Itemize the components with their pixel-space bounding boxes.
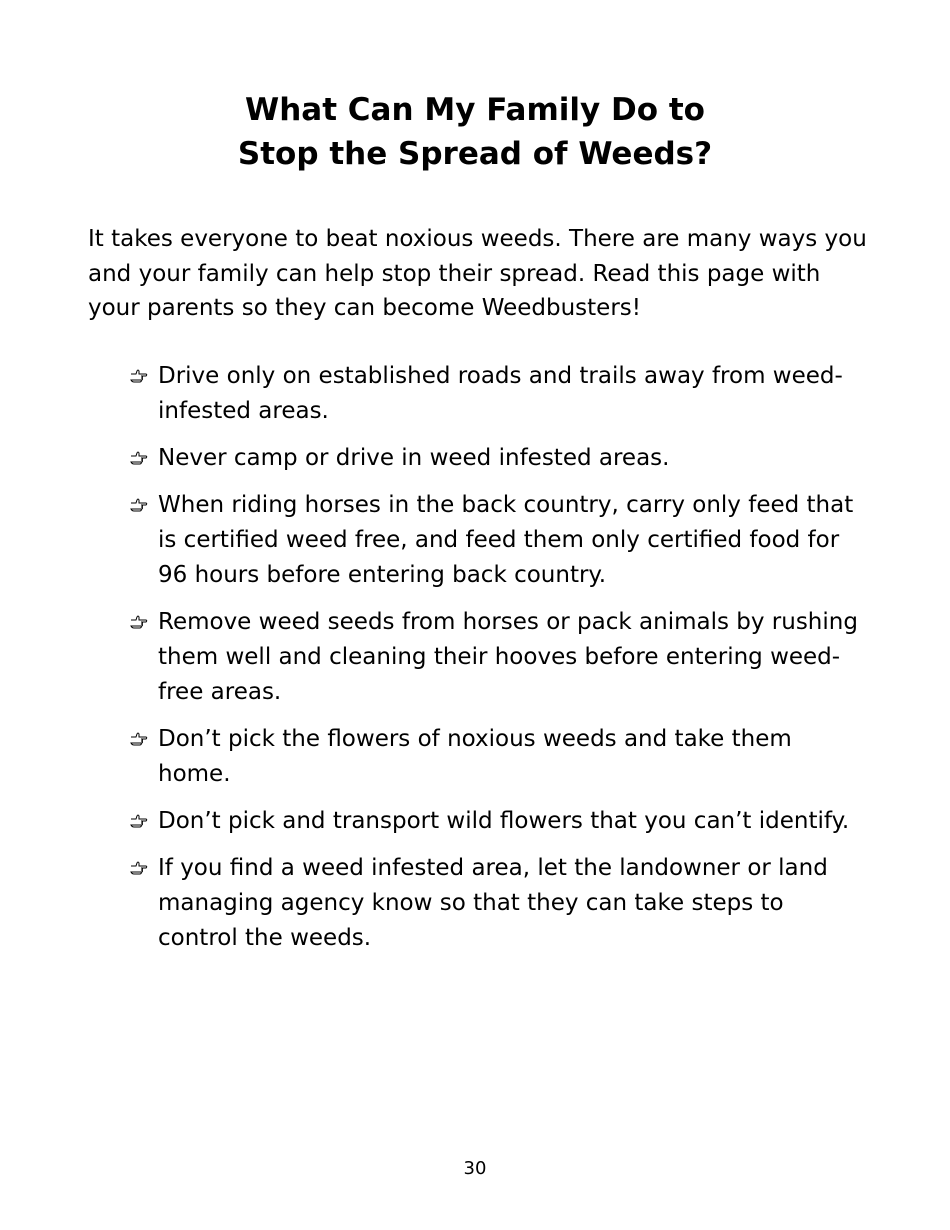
list-item-text: Drive only on established roads and trails away from weed-infested areas. xyxy=(158,363,843,424)
list-item-text: Never camp or drive in weed infested areas. xyxy=(158,445,670,471)
list-item xyxy=(130,605,870,710)
list-item-text: Don’t pick and transport wild flowers that you can’t identify. xyxy=(158,808,850,834)
pointing-hand-icon xyxy=(130,860,148,876)
pointing-hand-icon xyxy=(130,614,148,630)
list-item-text: Remove weed seeds from horses or pack animals by rushing them well and cleaning their hooves before entering weed-free areas. xyxy=(158,609,858,705)
list-item-text: If you find a weed infested area, let the landowner or land managing agency know so that they can take steps to control the weeds. xyxy=(158,855,828,951)
page-title-line-1: What Can My Family Do to xyxy=(245,92,705,128)
page-title xyxy=(0,88,950,176)
list-item-text: When riding horses in the back country, carry only feed that is certified weed free, and feed them only certified food for 96 hours before entering back country. xyxy=(158,492,854,588)
page-number: 30 xyxy=(463,1158,487,1179)
pointing-hand-icon xyxy=(130,813,148,829)
page-title-line-2: Stop the Spread of Weeds? xyxy=(237,136,713,172)
intro-paragraph: It takes everyone to beat noxious weeds. There are many ways you and your family can help stop their spread. Read this page with your parents so they can become Weedbusters! xyxy=(88,226,867,321)
pointing-hand-icon xyxy=(130,368,148,384)
list-item xyxy=(130,359,870,429)
pointing-hand-icon xyxy=(130,731,148,747)
list-item xyxy=(130,488,870,593)
tips-list xyxy=(130,359,870,968)
list-item xyxy=(130,851,870,956)
list-item xyxy=(130,804,870,839)
pointing-hand-icon xyxy=(130,450,148,466)
list-item-text: Don’t pick the flowers of noxious weeds and take them home. xyxy=(158,726,792,787)
pointing-hand-icon xyxy=(130,497,148,513)
list-item xyxy=(130,441,870,476)
list-item xyxy=(130,722,870,792)
